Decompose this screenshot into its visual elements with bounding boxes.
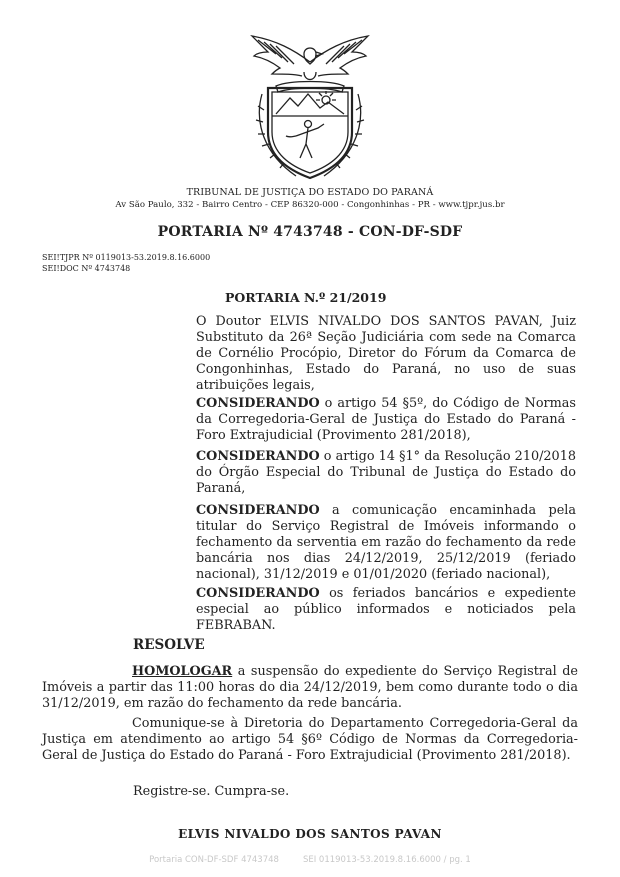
considerando-paragraph: [196, 449, 576, 497]
homologar-keyword: HOMOLOGAR: [132, 664, 233, 679]
considerando-paragraph: [196, 586, 576, 634]
considerando-keyword: CONSIDERANDO: [196, 503, 320, 518]
considerando-text: o artigo 54 §5º, do Código de Normas da Corregedoria-Geral de Justiça do Estado do Paraná - Foro Extrajudicial (Provimento 281/2018),: [196, 396, 576, 443]
considerando-text: a comunicação encaminhada pela titular do Serviço Registral de Imóveis informando o fechamento da serventia em razão do fechamento da rede bancária nos dias 24/12/2019, 25/12/2019 (feriado nacional), 31/12/2019 e 01/01/2020 (feriado nacional),: [196, 503, 576, 582]
document-title: PORTARIA Nº 4743748 - CON-DF-SDF: [157, 224, 463, 240]
sei-process-number: SEI!TJPR Nº 0119013-53.2019.8.16.6000: [42, 253, 211, 262]
considerando-keyword: CONSIDERANDO: [196, 396, 320, 411]
considerando-keyword: CONSIDERANDO: [196, 586, 320, 601]
institution-name: TRIBUNAL DE JUSTIÇA DO ESTADO DO PARANÁ: [186, 187, 434, 198]
sei-document-number: SEI!DOC Nº 4743748: [42, 264, 131, 273]
homologar-text: a suspensão do expediente do Serviço Registral de Imóveis a partir das 11:00 horas do dia 24/12/2019, bem como durante todo o dia 31/12/2019, em razão do fechamento da rede bancária.: [42, 664, 578, 711]
footer-sei-page: SEI 0119013-53.2019.8.16.6000 / pg. 1: [302, 855, 471, 865]
registre-line: Registre-se. Cumpra-se.: [133, 784, 290, 799]
resolve-heading: RESOLVE: [133, 637, 205, 653]
considerando-text: os feriados bancários e expediente especial ao público informados e noticiados pela FEBRABAN.: [196, 586, 576, 633]
intro-paragraph: O Doutor ELVIS NIVALDO DOS SANTOS PAVAN, Juiz Substituto da 26ª Seção Judiciária com sede na Comarca de Cornélio Procópio, Diretor do Fórum da Comarca de Congonhinhas, Estado do Paraná, no uso de suas atribuições legais,: [196, 314, 576, 393]
page-footer: [0, 855, 620, 865]
portaria-number: PORTARIA N.º 21/2019: [225, 290, 387, 305]
considerando-paragraph: [196, 503, 576, 583]
footer-document-ref: Portaria CON-DF-SDF 4743748: [149, 855, 279, 865]
considerando-paragraph: [196, 396, 576, 444]
considerando-text: o artigo 14 §1° da Resolução 210/2018 do Órgão Especial do Tribunal de Justiça do Estado do Paraná,: [196, 449, 576, 496]
considerando-keyword: CONSIDERANDO: [196, 449, 320, 464]
coat-of-arms-icon: [246, 32, 374, 182]
comunique-paragraph: Comunique-se à Diretoria do Departamento Corregedoria-Geral da Justiça em atendimento ao artigo 54 §6º Código de Normas da Corregedoria-Geral de Justiça do Estado do Paraná - Foro Extrajudicial (Provimento 281/2018).: [42, 716, 578, 763]
homologar-paragraph: [42, 664, 578, 712]
institution-address: Av São Paulo, 332 - Bairro Centro - CEP 86320-000 - Congonhinhas - PR - www.tjpr.jus.br: [115, 200, 505, 210]
signature-name: ELVIS NIVALDO DOS SANTOS PAVAN: [178, 827, 442, 841]
